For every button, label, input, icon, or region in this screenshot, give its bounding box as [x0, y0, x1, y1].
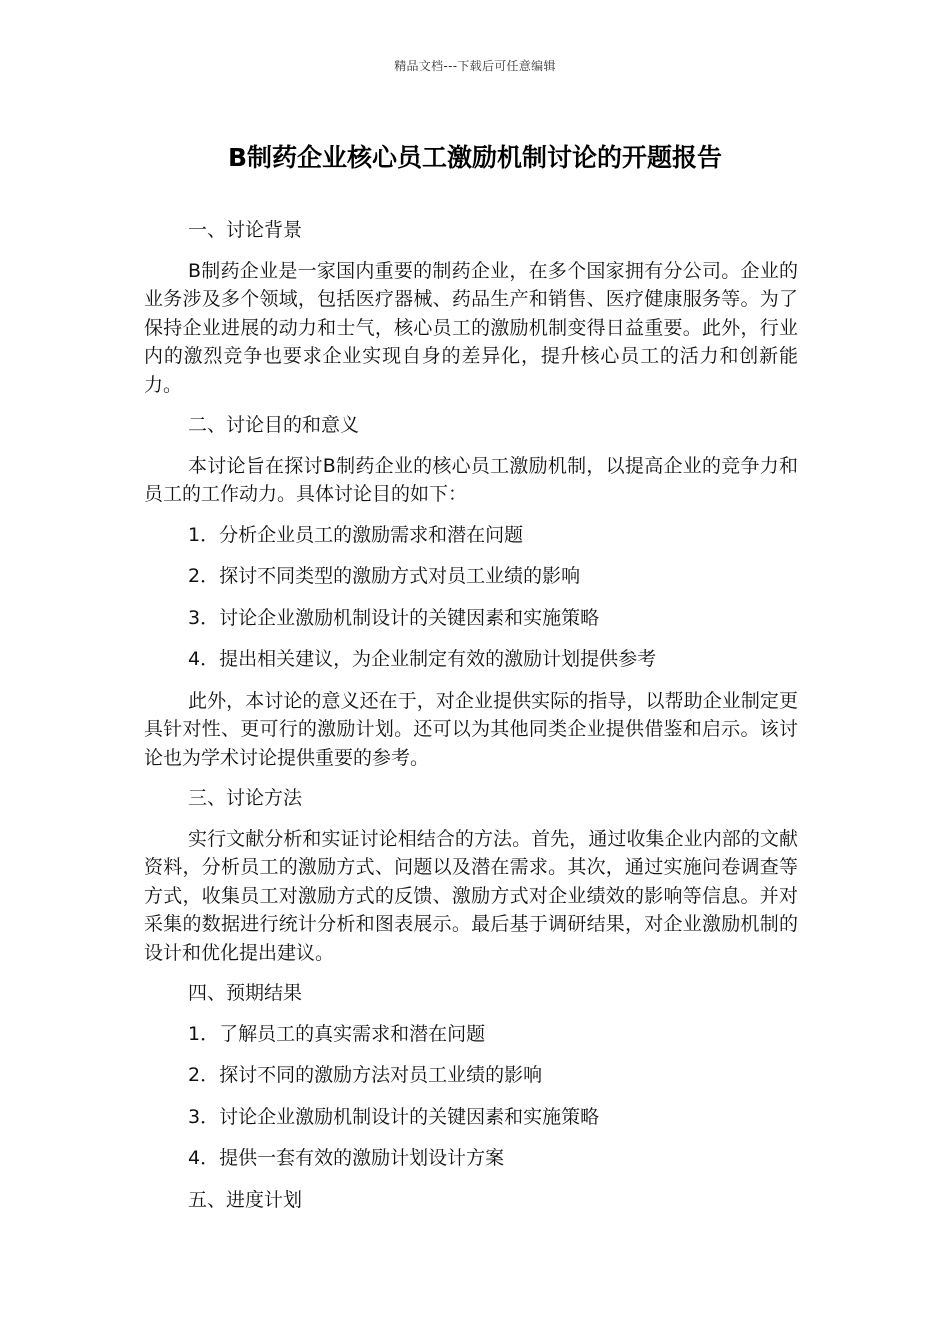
document-body — [144, 216, 798, 1226]
purpose-list-item: 2．探讨不同类型的激励方式对员工业绩的影响 — [188, 565, 581, 587]
document-title: B制药企业核心员工激励机制讨论的开题报告 — [227, 143, 723, 172]
purpose-list-item: 4．提出相关建议，为企业制定有效的激励计划提供参考 — [188, 648, 657, 670]
section-heading-purpose: 二、讨论目的和意义 — [188, 414, 360, 436]
result-list-item: 1．了解员工的真实需求和潜在问题 — [188, 1022, 486, 1045]
result-list-item: 4．提供一套有效的激励计划设计方案 — [188, 1147, 505, 1169]
section-heading-method: 三、讨论方法 — [188, 787, 303, 809]
significance-paragraph: 此外，本讨论的意义还在于，对企业提供实际的指导，以帮助企业制定更具针对性、更可行的激励计划。还可以为其他同类企业提供借鉴和启示。该讨论也为学术讨论提供重要的参考。 — [144, 689, 798, 769]
result-list-item: 2．探讨不同的激励方法对员工业绩的影响 — [188, 1064, 543, 1086]
purpose-intro-paragraph: 本讨论旨在探讨B制药企业的核心员工激励机制，以提高企业的竞争力和员工的工作动力。具体讨论目的如下： — [144, 454, 798, 505]
background-paragraph: B制药企业是一家国内重要的制药企业，在多个国家拥有分公司。企业的业务涉及多个领域，包括医疗器械、药品生产和销售、医疗健康服务等。为了保持企业进展的动力和士气，核心员工的激励机制变得日益重要。此外，行业内的激烈竞争也要求企业实现自身的差异化，提升核心员工的活力和创新能力。 — [144, 259, 798, 396]
purpose-list-item: 1．分析企业员工的激励需求和潜在问题 — [188, 523, 524, 546]
result-list-item: 3．讨论企业激励机制设计的关键因素和实施策略 — [188, 1105, 600, 1128]
purpose-list-item: 3．讨论企业激励机制设计的关键因素和实施策略 — [188, 606, 600, 629]
section-heading-schedule: 五、进度计划 — [188, 1188, 303, 1211]
section-heading-expected-results: 四、预期结果 — [188, 982, 303, 1004]
header-note: 精品文档---下载后可任意编辑 — [394, 59, 556, 73]
section-heading-background: 一、讨论背景 — [188, 219, 303, 241]
method-paragraph: 实行文献分析和实证讨论相结合的方法。首先，通过收集企业内部的文献资料，分析员工的激励方式、问题以及潜在需求。其次，通过实施问卷调查等方式，收集员工对激励方式的反馈、激励方式对企业绩效的影响等信息。并对采集的数据进行统计分析和图表展示。最后基于调研结果，对企业激励机制的设计和优化提出建议。 — [144, 827, 798, 964]
